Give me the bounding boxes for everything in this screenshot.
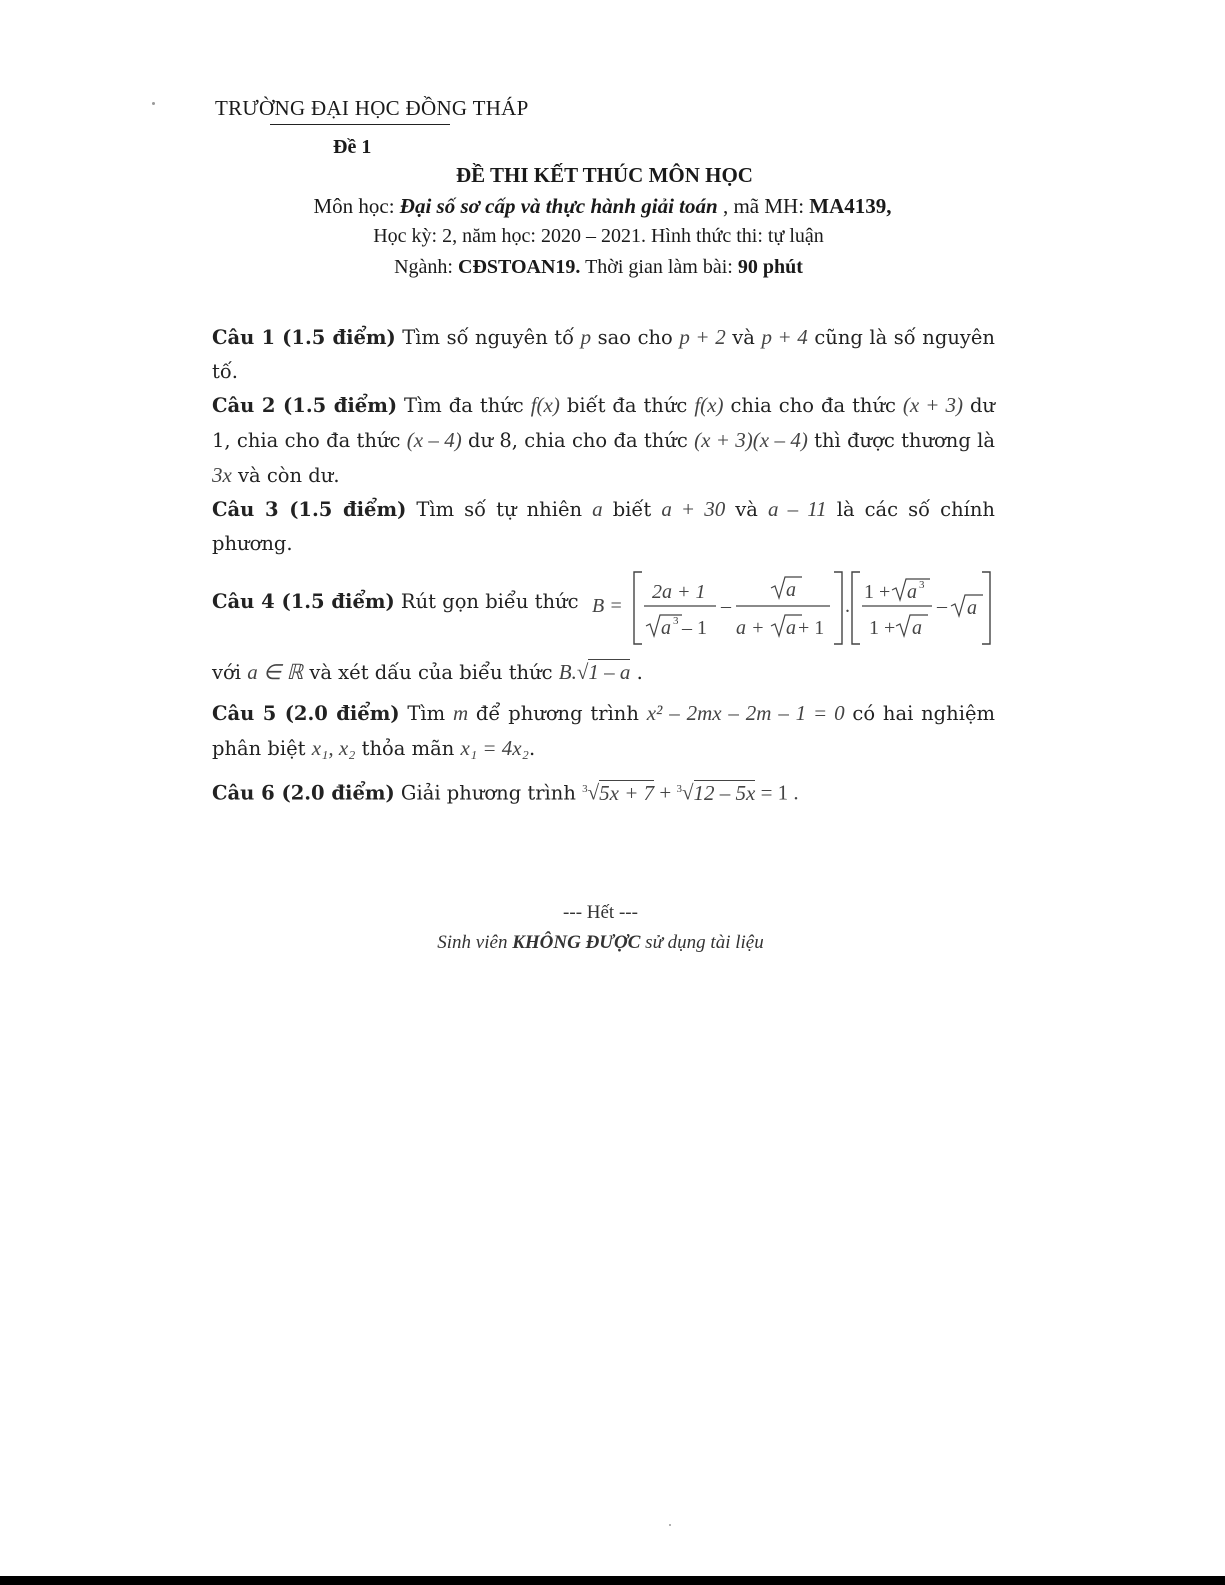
question-3 [212, 492, 995, 561]
q3-text-2: biết [602, 498, 662, 521]
frac2-num: a [786, 579, 796, 601]
frac2-den: a + [736, 617, 765, 639]
cbrt-radicand-1: 5x + 7 [599, 780, 655, 805]
question-2-label: Câu 2 (1.5 điểm) [212, 394, 398, 417]
note-prefix: Sinh viên [437, 932, 513, 953]
question-2 [212, 388, 995, 493]
major-name: CĐSTOAN19. [458, 256, 581, 278]
question-4-continued [212, 655, 995, 690]
q6-text-1: Giải phương trình [394, 781, 583, 805]
major-prefix: Ngành: [394, 256, 458, 278]
scan-speck [152, 102, 155, 105]
q2-math-1: f(x) [530, 393, 560, 417]
q1-text-4: cũng là số nguyên tố. [212, 326, 995, 383]
q2-text-5: dư 8, chia cho đa thức [461, 429, 695, 452]
bracket-2-right [982, 572, 990, 644]
exam-code: Đề 1 [333, 136, 372, 158]
q2-math-3: (x + 3) [902, 393, 963, 417]
scan-bottom-edge [0, 1576, 1225, 1585]
question-1 [212, 320, 995, 389]
frac3-den-head: 1 + [869, 617, 896, 639]
frac1-den-a: a [661, 617, 671, 639]
q5-text-3: có hai nghiệm phân biệt [212, 702, 995, 760]
q1-text-2: sao cho [591, 326, 680, 349]
formula-lhs: B = [592, 595, 623, 617]
frac1-num: 2a + 1 [652, 581, 706, 603]
cbrt-symbol-1: √ [587, 780, 600, 805]
frac3-num-a: a [907, 581, 917, 603]
frac2-den-tail: + 1 [798, 617, 825, 639]
q4-math-3: B. [558, 660, 577, 684]
frac2-den-a: a [786, 617, 796, 639]
school-underline [270, 124, 450, 125]
question-5-label: Câu 5 (2.0 điểm) [212, 702, 400, 725]
school-name: TRƯỜNG ĐẠI HỌC ĐỒNG THÁP [215, 96, 529, 120]
bracket-2-left [852, 572, 860, 644]
q1-text-1: Tìm số nguyên tố [395, 326, 581, 349]
q1-math-1: p [580, 325, 592, 349]
exam-note [0, 932, 1213, 954]
bracket-1-right [834, 572, 842, 644]
question-3-label: Câu 3 (1.5 điểm) [212, 498, 407, 521]
q3-text-4: là các số chính phương. [212, 498, 995, 555]
minus-1: – [721, 595, 731, 617]
q1-math-2: p + 2 [679, 325, 726, 349]
q2-math-2: f(x) [694, 393, 724, 417]
term-line: Học kỳ: 2, năm học: 2020 – 2021. Hình thức thi: tự luận [373, 225, 824, 247]
q5-text-5: . [528, 737, 536, 760]
q2-text-3: chia cho đa thức [723, 394, 903, 417]
subject-prefix: Môn học: [313, 194, 400, 218]
dot-op: . [845, 595, 850, 617]
q3-math-3: a – 11 [767, 497, 827, 521]
q2-text-2: biết đa thức [559, 394, 695, 417]
bracket-1-left [634, 572, 642, 644]
exam-time: 90 phút [737, 256, 803, 278]
frac3-den-a: a [912, 617, 922, 639]
subject-line [0, 194, 1215, 219]
q2-math-6: 3x [212, 463, 232, 487]
q6-text-2: = 1 . [755, 780, 799, 805]
frac3-num-head: 1 + [864, 581, 891, 603]
cbrt-index-1: 3 [582, 783, 588, 795]
question-6-label: Câu 6 (2.0 điểm) [212, 781, 395, 805]
end-marker: --- Hết --- [563, 902, 638, 923]
major-line [0, 256, 1211, 279]
question-1-label: Câu 1 (1.5 điểm) [212, 326, 396, 349]
q3-text-3: và [725, 498, 768, 521]
question-5 [212, 696, 995, 766]
frac1-den-exp: 3 [673, 615, 679, 627]
sqrt-symbol: √ [576, 660, 589, 684]
q3-math-2: a + 30 [661, 497, 726, 521]
time-prefix: Thời gian làm bài: [580, 256, 738, 278]
subject-code: MA4139, [809, 194, 892, 218]
exam-title: ĐỀ THI KẾT THÚC MÔN HỌC [456, 163, 753, 187]
subject-name: Đại số sơ cấp và thực hành giải toán [399, 194, 718, 218]
q5-math-4: x₁ = 4x₂ [460, 736, 529, 760]
q5-math-3: x₁, x₂ [311, 736, 356, 760]
q4-math-2: a ∈ ℝ [247, 660, 304, 684]
q4-text-4: . [630, 661, 643, 684]
q5-math-1: m [452, 701, 469, 725]
note-emphasis: KHÔNG ĐƯỢC [512, 932, 641, 953]
q5-math-2: x² – 2mx – 2m – 1 = 0 [646, 701, 845, 725]
q1-math-3: p + 4 [761, 325, 808, 349]
minus-2: – [937, 595, 947, 617]
q2-math-4: (x – 4) [406, 428, 462, 452]
cbrt-index-2: 3 [676, 783, 682, 795]
q3-math-1: a [592, 497, 603, 521]
formula-b [590, 568, 1000, 648]
q2-text-1: Tìm đa thức [397, 394, 531, 417]
plus-sign: + [654, 780, 677, 805]
q4-text-2: với [212, 661, 248, 684]
scan-speck [669, 1524, 671, 1526]
q2-math-5: (x + 3)(x – 4) [694, 428, 808, 452]
q2-text-7: và còn dư. [231, 464, 340, 487]
q5-text-2: để phương trình [468, 702, 647, 725]
cbrt-radicand-2: 12 – 5x [693, 780, 756, 805]
frac1-den-tail: – 1 [682, 617, 707, 639]
question-4-label: Câu 4 (1.5 điểm) [212, 590, 395, 613]
q2-text-4: dư 1, chia cho đa thức [212, 394, 995, 452]
q4-math-4: 1 – a [588, 660, 631, 684]
note-suffix: sử dụng tài liệu [640, 932, 764, 953]
q4-text-3: và xét dấu của biểu thức [303, 661, 559, 684]
q3-text-1: Tìm số tự nhiên [406, 498, 593, 521]
frac3-num-exp: 3 [919, 579, 925, 591]
question-6 [212, 772, 995, 811]
q5-text-1: Tìm [399, 702, 453, 725]
cbrt-symbol-2: √ [681, 780, 694, 805]
q5-text-4: thỏa mãn [355, 737, 461, 760]
q2-text-6: thì được thương là [807, 429, 995, 452]
q4-text-1: Rút gọn biểu thức [394, 590, 579, 613]
code-prefix: , mã MH: [717, 194, 810, 218]
last-a: a [967, 597, 977, 619]
q1-text-3: và [725, 326, 762, 349]
